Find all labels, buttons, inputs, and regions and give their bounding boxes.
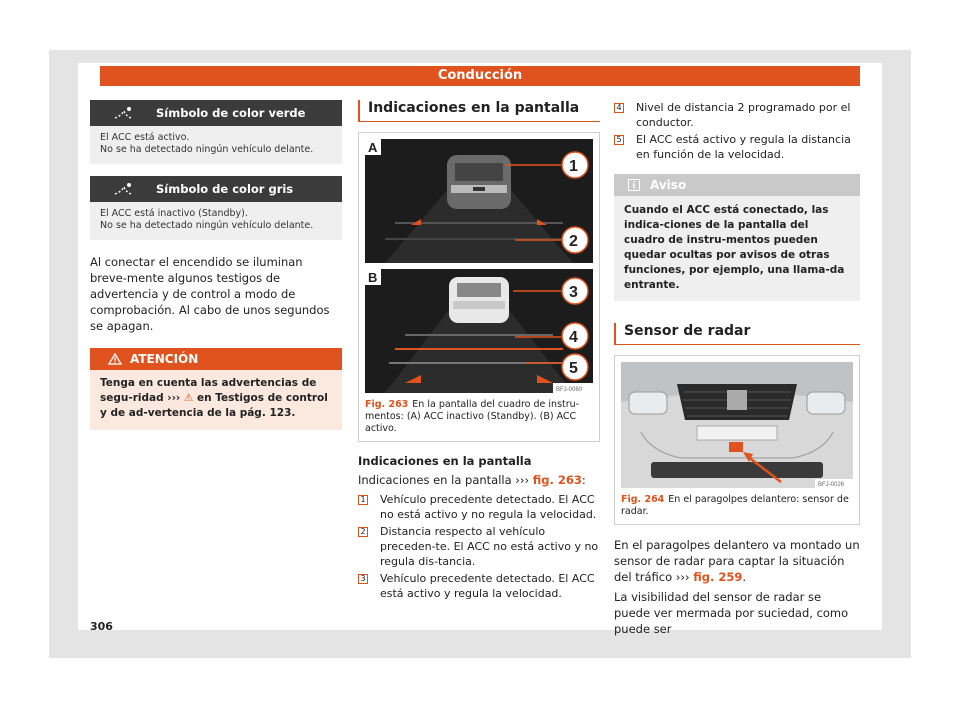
- figure-caption: [365, 399, 593, 435]
- callout-5: 5: [569, 360, 578, 377]
- fig-263-link[interactable]: fig. 263: [532, 473, 582, 487]
- intro-text: Indicaciones en la pantalla ›››: [358, 473, 530, 487]
- chapter-header: Conducción: [100, 66, 860, 86]
- list-item: [358, 571, 600, 601]
- item-text: Vehículo precedente detectado. El ACC no está activo y no regula la velocidad.: [380, 493, 597, 521]
- section-title-display: Indicaciones en la pantalla: [358, 100, 600, 122]
- attention-header: [90, 348, 342, 370]
- green-symbol-body: [90, 126, 342, 164]
- callout-3: 3: [569, 284, 578, 301]
- green-symbol-line: El ACC está activo.: [100, 132, 190, 143]
- attention-body: [90, 370, 342, 430]
- attention-title: ATENCIÓN: [130, 352, 199, 366]
- sub-heading: Indicaciones en la pantalla: [358, 454, 532, 468]
- list-item: [358, 492, 600, 522]
- panel-label-b: B: [368, 270, 378, 285]
- item-number: 1: [358, 495, 368, 505]
- gray-symbol-body: [90, 202, 342, 240]
- gray-symbol-box: [90, 176, 342, 240]
- radar-paragraph-1-text: En el paragolpes delantero va montado un sensor de radar para captar la situación del tráfico ›››: [614, 538, 860, 584]
- list-item: [358, 524, 600, 569]
- radar-paragraph-1-end: .: [742, 570, 747, 584]
- acc-car-icon: [90, 182, 156, 196]
- section-title-radar: Sensor de radar: [614, 323, 860, 345]
- figure-caption-radar: [621, 494, 853, 518]
- figure-code: BFJ-0060: [556, 387, 583, 393]
- gray-symbol-line: No se ha detectado ningún vehículo delante.: [100, 220, 314, 231]
- note-header: [614, 174, 860, 196]
- item-text: Nivel de distancia 2 programado por el conductor.: [636, 101, 851, 129]
- figure-label: Fig. 263: [365, 399, 409, 410]
- callout-list: [358, 492, 600, 601]
- gray-symbol-line: El ACC está inactivo (Standby).: [100, 208, 248, 219]
- info-icon: [628, 179, 640, 191]
- item-text: Vehículo precedente detectado. El ACC está activo y regula la velocidad.: [380, 572, 595, 600]
- acc-car-icon: [90, 106, 156, 120]
- fig-259-link[interactable]: fig. 259: [693, 570, 743, 584]
- item-number: 3: [358, 574, 368, 584]
- item-number: 5: [614, 135, 624, 145]
- figure-label-radar: Fig. 264: [621, 494, 665, 505]
- item-number: 4: [614, 103, 624, 113]
- intro-end: :: [581, 473, 586, 487]
- figure-caption-radar-text: En el paragolpes delantero: sensor de radar.: [621, 494, 849, 517]
- green-symbol-box: [90, 100, 342, 164]
- note-title: Aviso: [650, 178, 687, 192]
- callout-1: 1: [569, 158, 578, 175]
- radar-sensor-illustration: [621, 362, 853, 488]
- gray-symbol-title: Símbolo de color gris: [156, 182, 294, 196]
- gray-symbol-header: [90, 176, 342, 202]
- intro-paragraph: Al conectar el encendido se iluminan breve-mente algunos testigos de advertencia y de control a modo de comprobación. Al cabo de unos segundos se apagan.: [90, 255, 330, 333]
- list-item: [614, 132, 860, 162]
- figure-caption-text: En la pantalla del cuadro de instru-mentos: (A) ACC inactivo (Standby). (B) ACC activo.: [365, 399, 580, 434]
- radar-paragraph-1: [614, 537, 860, 585]
- intro-line: [358, 472, 600, 488]
- figure-264: [614, 355, 860, 525]
- green-symbol-header: [90, 100, 342, 126]
- column-left: [90, 100, 342, 430]
- green-symbol-line: No se ha detectado ningún vehículo delante.: [100, 144, 314, 155]
- acc-display-illustration: [365, 139, 593, 393]
- page-number: 306: [90, 620, 113, 633]
- warning-triangle-inline-icon: ⚠: [183, 392, 194, 404]
- column-right: [614, 100, 860, 637]
- panel-label-a: A: [368, 140, 378, 155]
- column-middle: [358, 100, 600, 603]
- figure-code-radar: BFJ-0026: [818, 482, 845, 488]
- callout-list-continued: [614, 100, 860, 162]
- figure-263: [358, 132, 600, 442]
- item-text: El ACC está activo y regula la distancia en función de la velocidad.: [636, 133, 851, 161]
- note-box: [614, 174, 860, 301]
- item-text: Distancia respecto al vehículo preceden-te. El ACC no está activo y no regula dis-tancia.: [380, 525, 599, 568]
- warning-triangle-icon: [108, 353, 122, 365]
- attention-text: Tenga en cuenta las advertencias de segu-ridad ›››: [100, 377, 317, 404]
- green-symbol-title: Símbolo de color verde: [156, 106, 306, 120]
- callout-4: 4: [569, 329, 578, 346]
- note-text: Cuando el ACC está conectado, las indica-ciones de la pantalla del cuadro de instru-mentos pueden quedar ocultas por avisos de otras funciones, por ejemplo, una llama-da entrante.: [624, 204, 845, 291]
- list-item: [614, 100, 860, 130]
- radar-paragraph-2: La visibilidad del sensor de radar se puede ver mermada por suciedad, como puede ser: [614, 590, 849, 636]
- item-number: 2: [358, 527, 368, 537]
- attention-link-text[interactable]: en Testigos de control y de ad-vertencia de la pág. 123.: [100, 392, 328, 419]
- attention-box: [90, 348, 342, 430]
- callout-2: 2: [569, 233, 578, 250]
